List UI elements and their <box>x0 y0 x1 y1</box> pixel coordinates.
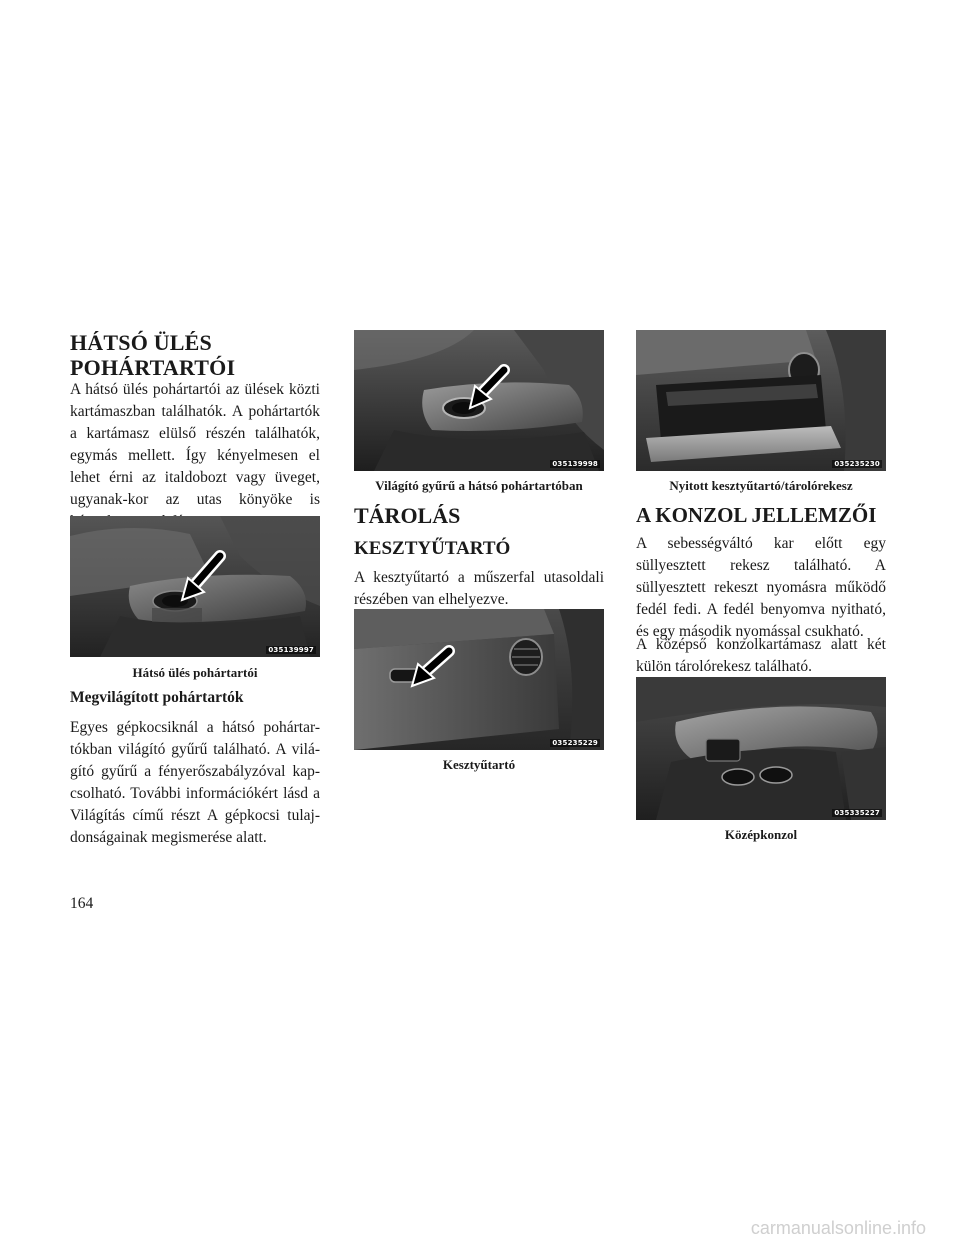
figure-glovebox <box>354 609 604 750</box>
figure-rear-seat-cupholders <box>70 516 320 657</box>
subheading-illuminated-cupholders: Megvilágított pohártartók <box>70 689 244 706</box>
subheading-glovebox: KESZTYŰTARTÓ <box>354 538 511 559</box>
figure-caption-rear-seat-cupholders: Hátsó ülés pohártartói <box>132 665 258 680</box>
open-glovebox-illustration <box>636 330 886 471</box>
footer-watermark: carmanualsonline.info <box>750 1218 926 1238</box>
figure-code: 035139997 <box>268 646 314 654</box>
figure-code: 035139998 <box>552 460 598 468</box>
figure-caption-glovebox: Kesztyűtartó <box>442 757 516 772</box>
figure-code: 035335227 <box>834 809 880 817</box>
console-features-paragraph-2: A középső konzolkartámasz alatt két külön tárolórekesz található. <box>636 636 886 675</box>
page-number: 164 <box>70 895 94 912</box>
figure-center-console <box>636 677 886 820</box>
heading-line-1: HÁTSÓ ÜLÉS <box>70 330 212 355</box>
rear-cupholders-paragraph: A hátsó ülés pohártartói az ülések közti kartámaszban találhatók. A pohártartók a kartámasz elülső részén találhatók, egymás mellett. Így kényelmesen el lehet érni az italdobozt vagy üveget, ugyanak-kor az utas könyöke is <box>70 381 320 508</box>
center-console-illustration <box>636 677 886 820</box>
illuminated-cupholders-paragraph: Egyes gépkocsiknál a hátsó pohártar-tókban világító gyűrű található. A vilá-gító gyűrű a fényerőszabályzóval kap-csolható. További információkért lásd a Világítás című részt A gépkocsi tulaj-donságainak megismerése alatt. <box>70 719 320 846</box>
figure-caption-center-console: Középkonzol <box>724 827 798 842</box>
figure-illuminated-ring <box>354 330 604 471</box>
figure-caption-open-glovebox: Nyitott kesztyűtartó/tárolórekesz <box>669 478 853 493</box>
figure-code: 035235230 <box>834 460 880 468</box>
figure-caption-illuminated-ring: Világító gyűrű a hátsó pohártartóban <box>375 478 583 493</box>
glovebox-illustration <box>354 609 604 750</box>
rear-seat-cupholders-illustration <box>70 516 320 657</box>
figure-code: 035235229 <box>552 739 598 747</box>
section-heading-rear-cupholders <box>70 330 235 380</box>
heading-line-2: POHÁRTARTÓI <box>70 355 236 380</box>
figure-open-glovebox <box>636 330 886 471</box>
glovebox-paragraph: A kesztyűtartó a műszerfal utasoldali részében van elhelyezve. <box>354 569 604 608</box>
illuminated-ring-illustration <box>354 330 604 471</box>
console-features-paragraph-1: A sebességváltó kar előtt egy süllyesztett rekesz található. A süllyesztett rekeszt nyomásra működő fedél fedi. A fedél benyomva nyitható, és egy második nyomással csukható. <box>636 535 886 640</box>
section-heading-storage: TÁROLÁS <box>354 503 461 528</box>
section-heading-console-features: A KONZOL JELLEMZŐI <box>636 503 877 527</box>
